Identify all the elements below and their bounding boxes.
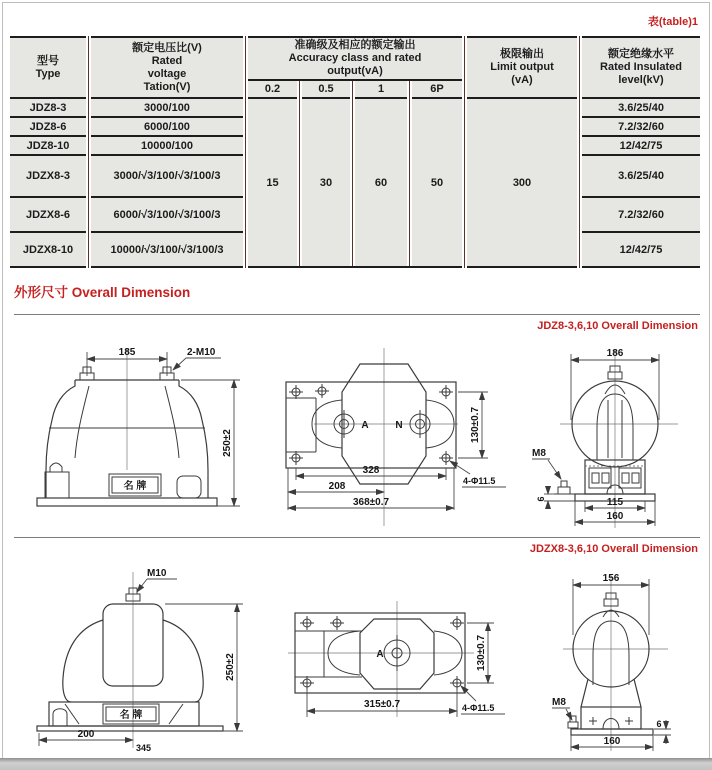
- earthing-bolt: [568, 716, 578, 728]
- limit-output-value: 300: [512, 176, 532, 189]
- col-limit-output: [467, 36, 577, 268]
- dim-328: 328: [362, 465, 380, 476]
- jdz8-front-drawing: [15, 340, 245, 535]
- table-number-tag: 表(table)1: [647, 16, 698, 28]
- header-insulation-en1: Rated Insulated: [600, 61, 682, 73]
- header-type-en: Type: [35, 67, 61, 80]
- accuracy-subcolumns: [248, 81, 462, 266]
- accuracy-class-header: 0.2: [248, 81, 297, 99]
- header-limit-zh: 极限输出: [500, 48, 544, 60]
- subcol-6P: [412, 81, 462, 266]
- header-type-zh: 型号: [37, 54, 59, 67]
- table-cell: 3.6/25/40: [582, 156, 700, 198]
- header-voltage: [91, 38, 243, 99]
- table-cell: 3.6/25/40: [582, 99, 700, 118]
- dim-185: 185: [118, 347, 136, 358]
- dim-160: 160: [606, 511, 624, 522]
- dim-368: 368±0.7: [352, 497, 390, 508]
- left-flank: [63, 620, 103, 702]
- nameplate-text: 名 牌: [123, 481, 147, 492]
- dim-115: 115: [606, 497, 624, 508]
- divider-line: [14, 314, 700, 315]
- column-divider: [297, 81, 302, 266]
- rated-output-value: 60: [374, 176, 388, 189]
- jdzx8-top-drawing: [262, 565, 507, 757]
- subcol-0.2: [248, 81, 297, 266]
- hole-callout: 4-Φ11.5: [463, 476, 496, 486]
- header-accuracy-zh: 准确级及相应的额定输出: [294, 39, 416, 51]
- mounting-holes: [289, 384, 453, 465]
- column-divider: [407, 81, 412, 266]
- table-cell: 12/42/75: [582, 137, 700, 156]
- table-cell: 6000/100: [91, 118, 243, 137]
- terminal-label-a: A: [361, 420, 369, 431]
- divider-line: [14, 537, 700, 538]
- dim-6: 6: [536, 496, 546, 502]
- jdzx8-front-drawing: [15, 562, 260, 754]
- table-cell: 10000/√3/100/√3/100/3: [110, 243, 224, 256]
- dim-250: 250±2: [222, 429, 233, 457]
- dim-250: 250±2: [225, 653, 236, 681]
- rated-output-value: 50: [430, 176, 444, 189]
- jdz8-drawing-title: JDZ8-3,6,10 Overall Dimension: [537, 320, 698, 332]
- table-cell: 3000/100: [91, 99, 243, 118]
- dim-6: 6: [656, 719, 662, 729]
- dim-130: 130±0.7: [470, 406, 481, 444]
- column-divider: [462, 36, 467, 268]
- header-insulation-zh: 额定绝缘水平: [608, 48, 674, 60]
- table-cell: 10000/100: [91, 137, 243, 156]
- dim-208: 208: [328, 481, 346, 492]
- dim-200: 200: [77, 729, 95, 740]
- header-limit-output: [467, 38, 577, 99]
- table-cell: 7.2/32/60: [582, 118, 700, 137]
- table-cell: 6000/√3/100/√3/100/3: [91, 198, 243, 233]
- table-cell: JDZ8-3: [10, 99, 86, 118]
- table-cell: JDZX8-10: [22, 243, 74, 256]
- col-voltage: [91, 36, 243, 268]
- subcol-1: [355, 81, 407, 266]
- header-voltage-zh: 额定电压比(V): [132, 41, 202, 54]
- subcol-0.5: [302, 81, 350, 266]
- left-tab: [286, 398, 316, 452]
- col-insulation: [582, 36, 700, 268]
- header-voltage-en2: voltage: [147, 67, 187, 80]
- header-voltage-en3: Tation(V): [143, 80, 191, 93]
- dim-315: 315±0.7: [363, 699, 401, 710]
- dim-160: 160: [603, 736, 621, 747]
- header-accuracy: [248, 38, 462, 81]
- table-cell: JDZ8-6: [10, 118, 86, 137]
- terminal-label-a: A: [376, 649, 384, 660]
- header-voltage-en1: Rated: [151, 54, 183, 67]
- bolt-callout-m8: M8: [552, 697, 566, 708]
- nameplate-text: 名 牌: [119, 710, 143, 721]
- bolt-callout-2-M10: 2-M10: [187, 347, 216, 358]
- jdzx8-side-drawing: [508, 565, 708, 757]
- col-type: [10, 36, 86, 268]
- jdz8-side-drawing: [508, 340, 708, 535]
- table-cell: JDZX8-3: [10, 156, 86, 198]
- table-cell: 7.2/32/60: [582, 198, 700, 233]
- dim-130: 130±0.7: [476, 634, 487, 672]
- column-divider: [577, 36, 582, 268]
- table-cell: JDZ8-10: [10, 137, 86, 156]
- dim-186: 186: [606, 348, 624, 359]
- header-type: [10, 38, 86, 99]
- right-flank: [163, 620, 203, 702]
- col-accuracy: [248, 36, 462, 268]
- bolt-callout-m8: M8: [532, 448, 546, 459]
- spec-table: [10, 36, 700, 268]
- jdzx8-drawing-title: JDZX8-3,6,10 Overall Dimension: [529, 543, 698, 555]
- table-cell: 12/42/75: [619, 243, 663, 256]
- terminal-label-n: N: [395, 420, 403, 431]
- header-insulation: [582, 38, 700, 99]
- section-title: 外形尺寸 Overall Dimension: [14, 285, 191, 300]
- jdz8-top-drawing: [258, 340, 508, 535]
- header-limit-en2: (vA): [511, 74, 533, 86]
- header-insulation-en2: level(kV): [618, 74, 664, 86]
- header-accuracy-en2: output(vA): [327, 65, 383, 77]
- dim-345: 345: [136, 743, 152, 753]
- table-cell: JDZX8-6: [10, 198, 86, 233]
- nameplate-box: [109, 474, 161, 496]
- dim-156: 156: [602, 573, 620, 584]
- earthing-bolt: [554, 481, 575, 494]
- hole-callout: 4-Φ11.5: [462, 703, 495, 713]
- rated-output-value: 30: [319, 176, 333, 189]
- accuracy-class-header: 6P: [412, 81, 462, 99]
- column-divider: [350, 81, 355, 266]
- header-accuracy-en1: Accuracy class and rated: [288, 52, 422, 64]
- table-cell: 3000/√3/100/√3/100/3: [91, 156, 243, 198]
- accuracy-class-header: 0.5: [302, 81, 350, 99]
- bolt-callout-m10: M10: [147, 568, 167, 579]
- accuracy-class-header: 1: [355, 81, 407, 99]
- column-divider: [86, 36, 91, 268]
- column-divider: [243, 36, 248, 268]
- nameplate-box: [103, 704, 159, 724]
- rated-output-value: 15: [266, 176, 279, 189]
- page-bottom-edge: [0, 758, 712, 770]
- header-limit-en1: Limit output: [490, 61, 554, 73]
